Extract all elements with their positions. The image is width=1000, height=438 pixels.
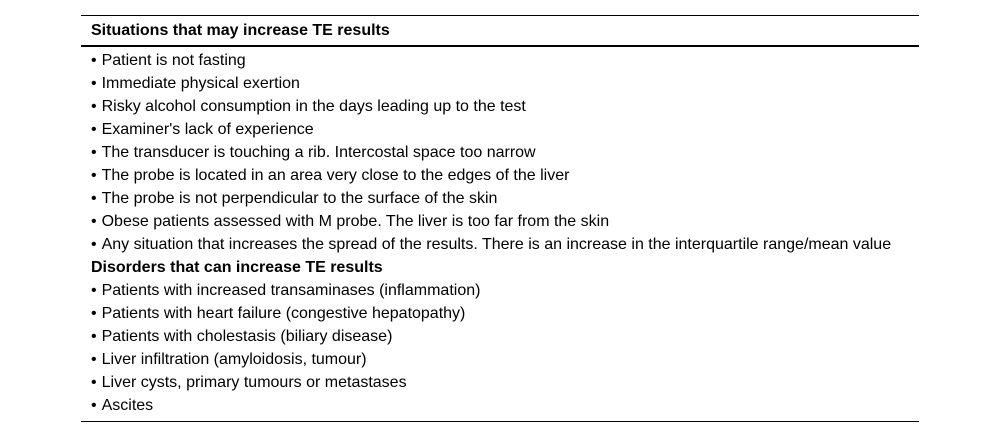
- bullet-icon: •: [91, 282, 97, 299]
- list-item: [81, 164, 919, 187]
- list-item: [81, 49, 919, 72]
- bullet-icon: •: [91, 397, 97, 414]
- table-body: [81, 47, 919, 417]
- list-item: [81, 348, 919, 371]
- table-bottom-rule: [81, 421, 919, 422]
- section-subheading: [81, 256, 919, 279]
- list-item: [81, 187, 919, 210]
- bullet-icon: •: [91, 167, 97, 184]
- bullet-icon: •: [91, 144, 97, 161]
- bullet-icon: •: [91, 328, 97, 345]
- list-item-text: Immediate physical exertion: [101, 75, 300, 92]
- te-results-table: [81, 15, 919, 422]
- list-item: [81, 371, 919, 394]
- list-item-text: The probe is not perpendicular to the surface of the skin: [101, 190, 498, 207]
- list-item-text: Patients with heart failure (congestive hepatopathy): [101, 305, 466, 322]
- list-item-text: The probe is located in an area very close to the edges of the liver: [101, 167, 570, 184]
- list-item: [81, 118, 919, 141]
- list-item-text: Liver cysts, primary tumours or metastases: [101, 374, 407, 391]
- list-item: [81, 302, 919, 325]
- list-item: [81, 394, 919, 417]
- list-item-text: Ascites: [101, 397, 154, 414]
- bullet-icon: •: [91, 75, 97, 92]
- section-disorders: [81, 279, 919, 417]
- list-item: [81, 210, 919, 233]
- list-item-text: Examiner's lack of experience: [101, 121, 314, 138]
- list-item: [81, 95, 919, 118]
- list-item-text: Risky alcohol consumption in the days leading up to the test: [101, 98, 526, 115]
- bullet-icon: •: [91, 374, 97, 391]
- list-item-text: Patients with cholestasis (biliary disease): [101, 328, 393, 345]
- list-item-text: Patient is not fasting: [101, 52, 246, 69]
- bullet-icon: •: [91, 52, 97, 69]
- table-header: [81, 16, 919, 47]
- bullet-icon: •: [91, 236, 97, 253]
- list-item: [81, 279, 919, 302]
- bullet-icon: •: [91, 213, 97, 230]
- subheading-label: Disorders that can increase TE results: [91, 259, 383, 276]
- list-item-text: Patients with increased transaminases (inflammation): [101, 282, 481, 299]
- bullet-icon: •: [91, 121, 97, 138]
- bullet-icon: •: [91, 351, 97, 368]
- section-situations: [81, 49, 919, 256]
- list-item: [81, 141, 919, 164]
- list-item-text: The transducer is touching a rib. Intercostal space too narrow: [101, 144, 536, 161]
- table-header-label: Situations that may increase TE results: [91, 21, 390, 39]
- list-item: [81, 233, 919, 256]
- list-item-text: Liver infiltration (amyloidosis, tumour): [101, 351, 367, 368]
- bullet-icon: •: [91, 98, 97, 115]
- list-item: [81, 72, 919, 95]
- list-item: [81, 325, 919, 348]
- bullet-icon: •: [91, 305, 97, 322]
- list-item-text: Any situation that increases the spread of the results. There is an increase in the interquartile range/mean value: [101, 236, 892, 253]
- bullet-icon: •: [91, 190, 97, 207]
- list-item-text: Obese patients assessed with M probe. The liver is too far from the skin: [101, 213, 610, 230]
